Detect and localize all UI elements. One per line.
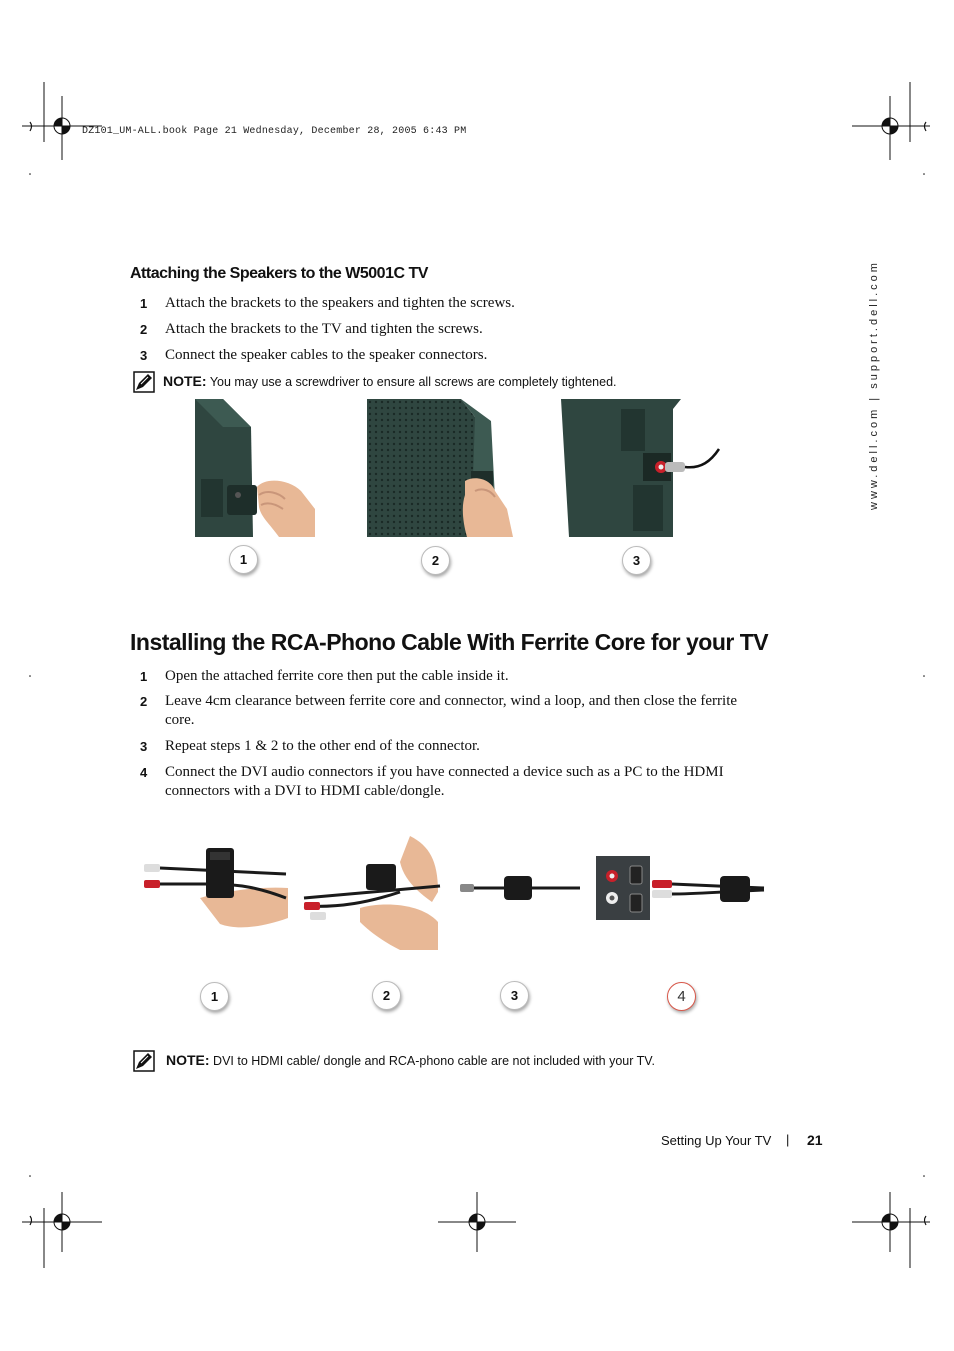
ferrite-closed-photo (460, 868, 582, 908)
side-url: www.dell.com | support.dell.com (868, 260, 880, 510)
step-text: Attach the brackets to the speakers and tighten the screws. (165, 295, 515, 311)
footer-section-name: Setting Up Your TV (661, 1133, 772, 1148)
step-number: 3 (140, 739, 148, 754)
print-header: DZ101_UM-ALL.book Page 21 Wednesday, December 28, 2005 6:43 PM (82, 126, 467, 137)
step-text: Open the attached ferrite core then put the cable inside it. (165, 668, 509, 684)
speaker-cable-photo (561, 399, 727, 537)
page-number: 21 (807, 1132, 823, 1148)
figure-label-badge: 2 (421, 546, 450, 575)
note (166, 1052, 655, 1068)
step-number: 1 (140, 669, 148, 684)
note-label: NOTE: (163, 373, 207, 389)
step-text: Leave 4cm clearance between ferrite core and connector, wind a loop, and then close the ferrite core. (165, 693, 738, 728)
figure-label-badge: 2 (372, 981, 401, 1010)
step-number: 3 (140, 348, 148, 363)
step-text: Repeat steps 1 & 2 to the other end of the connector. (165, 738, 480, 754)
step-text: Attach the brackets to the TV and tighten the screws. (165, 321, 483, 337)
footer-separator: | (786, 1132, 790, 1147)
note-pencil-icon (133, 371, 155, 393)
step-number: 1 (140, 296, 148, 311)
step-text: Connect the speaker cables to the speaker connectors. (165, 347, 488, 363)
note-pencil-icon (133, 1050, 155, 1072)
section-heading-speakers: Attaching the Speakers to the W5001C TV (130, 265, 428, 282)
step-number: 2 (140, 322, 148, 337)
figure-label-badge: 1 (200, 982, 229, 1011)
note (163, 373, 617, 389)
dvi-audio-connection-photo (596, 856, 766, 920)
step-text: Connect the DVI audio connectors if you have connected a device such as a PC to the HDMI connectors with a DVI to HDMI cable/dongle. (165, 764, 724, 799)
figure-label-badge: 3 (500, 981, 529, 1010)
tv-bracket-photo (367, 399, 513, 537)
section-heading-rca-cable: Installing the RCA-Phono Cable With Ferrite Core for your TV (130, 629, 769, 655)
note-text: You may use a screwdriver to ensure all screws are completely tightened. (209, 375, 617, 389)
ferrite-open-photo (140, 838, 288, 930)
figure-label-badge: 3 (622, 546, 651, 575)
figure-label-badge: 1 (229, 545, 258, 574)
step-number: 2 (140, 694, 148, 709)
speaker-bracket-photo (193, 399, 315, 537)
figure-label-badge: 4 (667, 982, 696, 1011)
ferrite-close-photo (300, 832, 442, 952)
note-text: DVI to HDMI cable/ dongle and RCA-phono cable are not included with your TV. (213, 1054, 655, 1068)
note-label: NOTE: (166, 1052, 210, 1068)
step-number: 4 (140, 765, 148, 780)
